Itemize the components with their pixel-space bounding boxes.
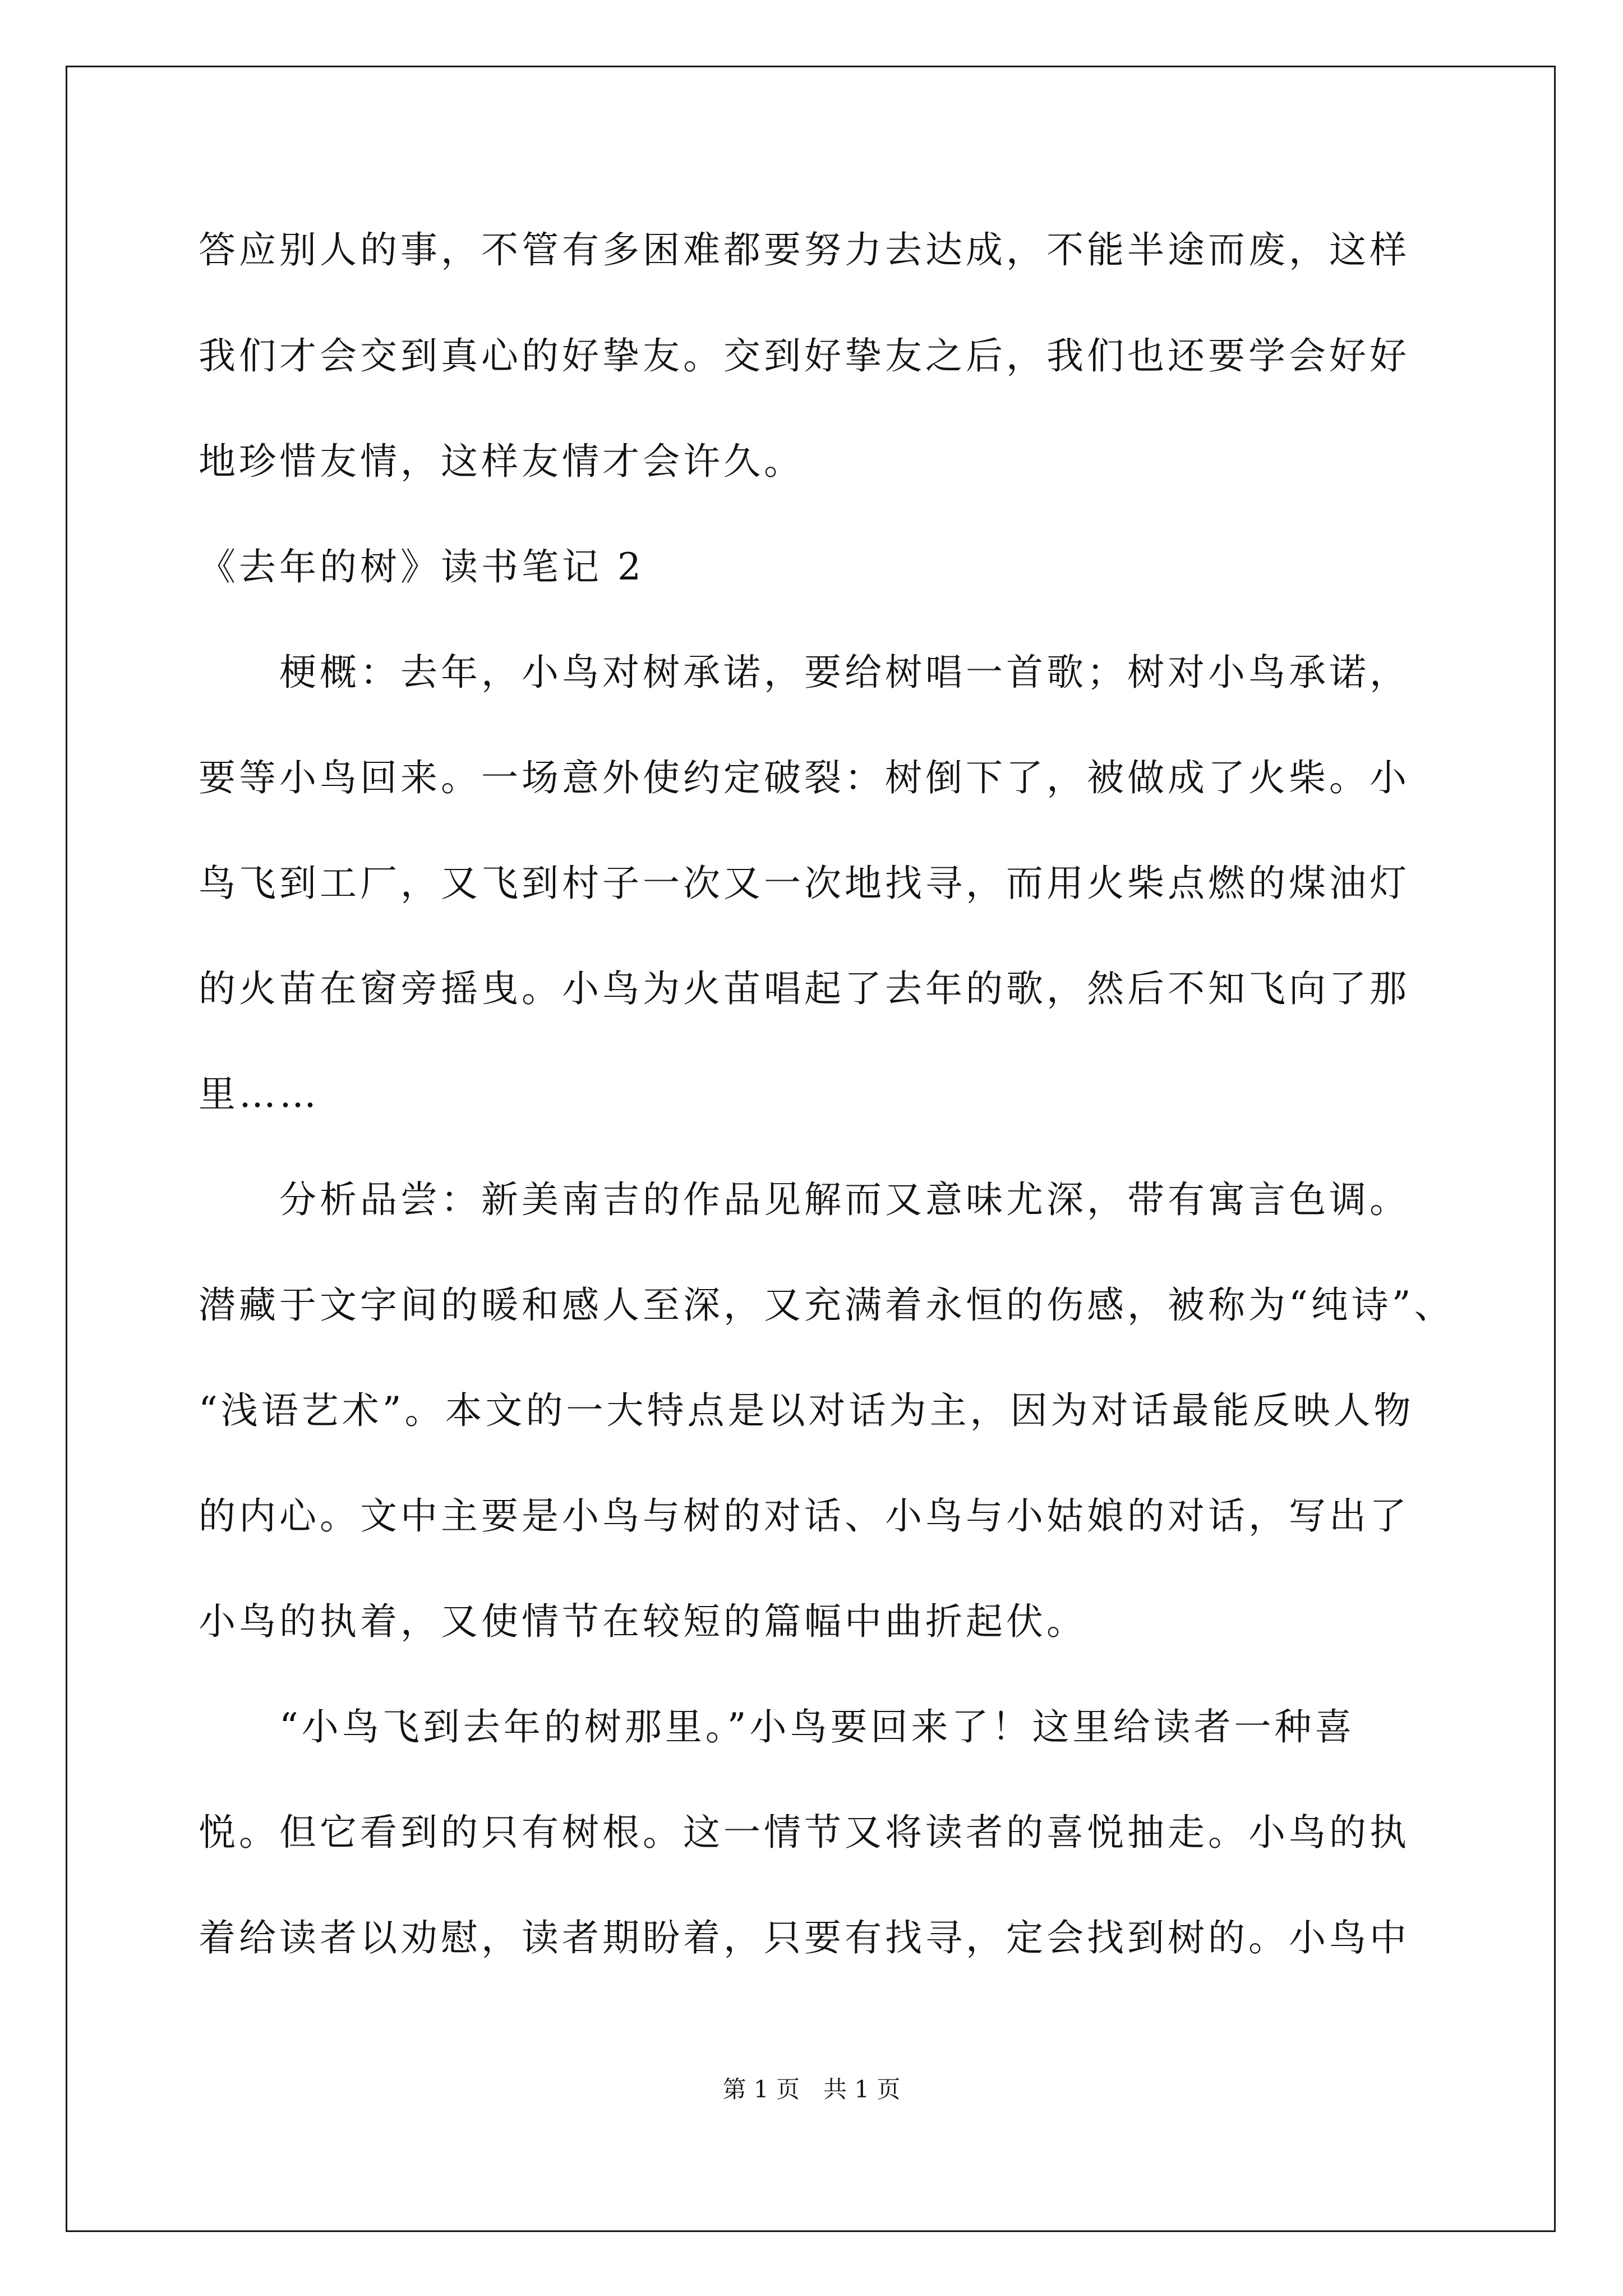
text-line: 着给读者以劝慰，读者期盼着，只要有找寻，定会找到树的。小鸟中	[199, 1916, 1410, 1959]
page-border	[66, 66, 1556, 2232]
text-line: 潜藏于文字间的暖和感人至深，又充满着永恒的伤感，被称为“纯诗”、	[199, 1283, 1455, 1327]
text-line: 我们才会交到真心的好挚友。交到好挚友之后，我们也还要学会好好	[199, 334, 1410, 378]
text-line: 要等小鸟回来。一场意外使约定破裂：树倒下了，被做成了火柴。小	[199, 756, 1410, 799]
section-heading: 《去年的树》读书笔记 2	[199, 545, 644, 588]
text-line: 答应别人的事，不管有多困难都要努力去达成，不能半途而废，这样	[199, 228, 1410, 272]
text-line: 悦。但它看到的只有树根。这一情节又将读者的喜悦抽走。小鸟的执	[199, 1811, 1410, 1854]
text-line: 地珍惜友情，这样友情才会许久。	[199, 440, 804, 483]
text-line: 里……	[199, 1073, 320, 1116]
page-number-footer: 第 1 页 共 1 页	[722, 2076, 901, 2103]
text-line: 的内心。文中主要是小鸟与树的对话、小鸟与小姑娘的对话，写出了	[199, 1494, 1410, 1538]
text-line: 分析品尝：新美南吉的作品见解而又意味尤深，带有寓言色调。	[199, 1178, 1410, 1221]
text-line: 小鸟的执着，又使情节在较短的篇幅中曲折起伏。	[199, 1600, 1087, 1643]
text-line: 的火苗在窗旁摇曳。小鸟为火苗唱起了去年的歌，然后不知飞向了那	[199, 967, 1410, 1010]
text-line: 鸟飞到工厂，又飞到村子一次又一次地找寻，而用火柴点燃的煤油灯	[199, 862, 1410, 905]
text-line: 梗概：去年，小鸟对树承诺，要给树唱一首歌；树对小鸟承诺，	[199, 651, 1410, 694]
text-line: “浅语艺术”。本文的一大特点是以对话为主，因为对话最能反映人物	[199, 1389, 1414, 1432]
text-line: “小鸟飞到去年的树那里。”小鸟要回来了！这里给读者一种喜	[199, 1705, 1355, 1749]
